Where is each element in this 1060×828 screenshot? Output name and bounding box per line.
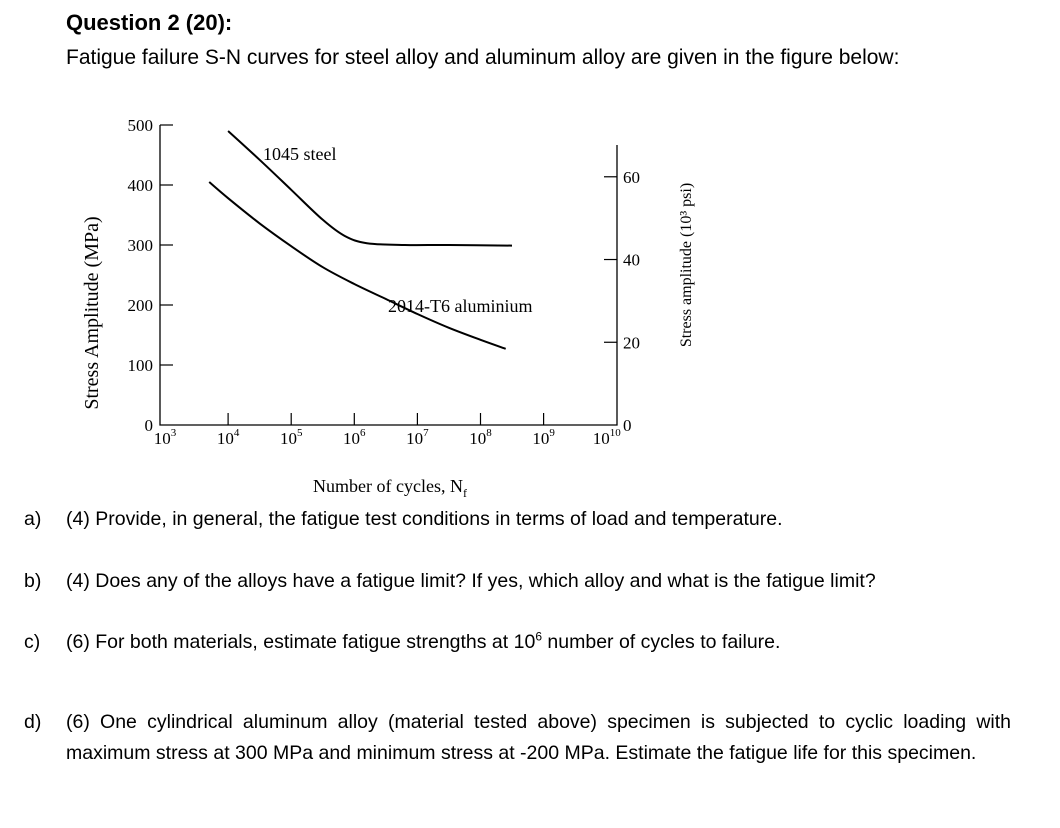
y-tick-right-label: 60 [623,167,640,187]
x-tick-label: $10^5$ [279,427,303,448]
part-b-text: (4) Does any of the alloys have a fatigue limit? If yes, which alloy and what is the fatigue limit? [66,570,876,592]
x-tick-label: $10^3$ [153,427,177,448]
y-tick-left-label: 100 [127,356,153,375]
x-axis-label: Number of cycles, $N_f$ [313,476,467,500]
y-tick-left-label: 300 [127,236,153,255]
y-tick-left-label: 200 [127,296,153,315]
part-c-exponent: 6 [535,629,542,644]
part-b-label: b) [24,570,42,592]
part-c-text [66,627,780,658]
y-tick-left-label: 0 [144,416,153,435]
x-tick-label: $10^6$ [343,427,366,448]
x-tick-label: $10^9$ [532,427,555,448]
y-axis-label-right: Stress amplitude (10³ psi) [678,182,695,348]
question-title: Question 2 (20): [66,10,233,35]
y-tick-right-label: 20 [623,333,640,353]
y-tick-right-label: 0 [623,416,632,435]
part-c-text-before: (6) For both materials, estimate fatigue strengths at 10 [66,631,536,653]
part-a-text: (4) Provide, in general, the fatigue test conditions in terms of load and temperature. [66,508,783,530]
series-label-aluminium: 2014-T6 aluminium [388,296,533,316]
aluminium-curve [209,182,506,349]
part-c-text-after: number of cycles to failure. [542,631,781,653]
part-d-label: d) [24,711,42,733]
x-tick-label: $10^4$ [216,427,240,448]
y-tick-right-label: 40 [623,250,640,270]
sn-curve-figure [0,100,1060,500]
part-d [24,707,1034,802]
part-a-label: a) [24,508,42,530]
x-tick-label: $10^7$ [406,427,429,448]
part-c-label: c) [24,631,41,653]
question-intro: Fatigue failure S-N curves for steel alloy and aluminum alloy are given in the figure below: [66,46,900,69]
x-tick-label: $10^{10}$ [592,427,621,448]
y-tick-left-label: 400 [127,176,153,195]
x-tick-label: $10^8$ [469,427,492,448]
plot-frame [160,125,617,425]
part-d-text: (6) One cylindrical aluminum alloy (material tested above) specimen is subjected to cyclic loading with maximum stress at 300 MPa and minimum stress at -200 MPa. Estimate the fatigue life for this specimen. [66,711,1011,764]
y-tick-left-label: 500 [127,116,153,135]
y-axis-label-left: Stress Amplitude (MPa) [81,216,103,410]
series-label-steel: 1045 steel [263,144,337,164]
